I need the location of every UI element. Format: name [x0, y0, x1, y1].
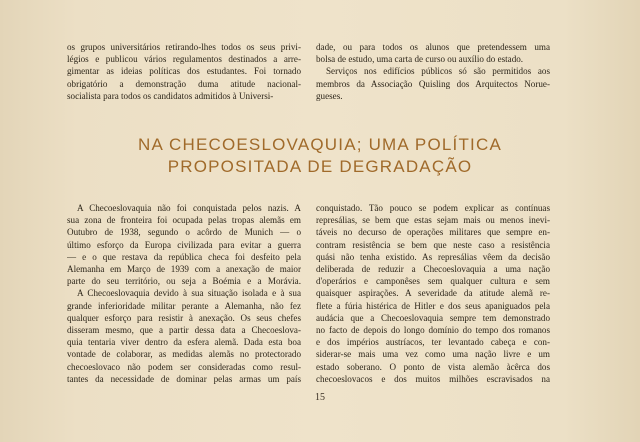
text-line: grande inferioridade militar perante a Alemanha, não fez	[67, 300, 301, 311]
text-line: quási não tenha existido. As represálias vêem da decisão	[316, 251, 550, 262]
heading-line-1: NA CHECOESLOVAQUIA; UMA POLÍTICA	[138, 135, 502, 154]
text-line: parte do seu território, ou seja a Boémia e a Morávia.	[67, 276, 301, 287]
top-right-column	[316, 41, 550, 102]
text-line: gueses.	[316, 90, 343, 101]
text-line: represálias, se bem que estas sejam mais ou menos inevi-	[316, 215, 550, 226]
text-line: Serviços nos edifícios públicos só são permitidos aos	[326, 66, 550, 77]
text-line: gimentar as ideias políticas dos estudantes. Foi tornado	[67, 66, 301, 77]
text-line: táveis no decurso de operações militares que sempre en-	[316, 227, 550, 238]
text-line: qualquer esforço para resistir à anexação. Os seus chefes	[67, 312, 301, 323]
text-line: A Checoeslovaquia devido à sua situação isolada e à sua	[77, 288, 301, 299]
text-line: vontade de colaborar, as medidas alemãs no protectorado	[67, 349, 301, 360]
text-line: socialista para todos os candidatos admitidos à Universi-	[67, 90, 274, 101]
text-line: dade, ou para todos os alunos que pretendessem uma	[316, 42, 550, 52]
section-heading	[60, 134, 580, 178]
text-line: — e o que restava da república checa foi desfeito pela	[67, 251, 301, 262]
text-line: quia tentaria viver dentro da esfera alemã. Dada esta boa	[67, 337, 301, 348]
text-line: último esforço da Europa civilizada para evitar a guerra	[67, 239, 301, 250]
text-line: contram resistência se bem que neste caso a resistência	[316, 239, 550, 250]
text-line: siderar-se mais uma vez como uma nação livre e um	[316, 349, 550, 360]
text-line: conquistado. Tão pouco se podem explicar as contínuas	[316, 203, 550, 213]
bottom-right-column	[316, 202, 550, 385]
text-line: disseram mesmo, que a partir dessa data a Checoeslova-	[67, 325, 301, 336]
page-number: 15	[315, 392, 325, 403]
text-line: audácia que a Checoeslovaquia sempre tem demonstrado	[316, 312, 550, 323]
text-line: estado soberano. O ponto de vista alemão àcêrca dos	[316, 361, 550, 372]
text-line: A Checoeslovaquia não foi conquistada pelos nazis. A	[77, 203, 301, 213]
text-line: checoeslovacos e dos muitos milhões escravisados na	[316, 373, 550, 384]
text-line: d'operários e camponêses sem qualquer cultura e sem	[316, 276, 550, 287]
bottom-left-column	[67, 202, 301, 385]
text-line: quaisquer aspirações. A severidade da atitude alemã re-	[316, 288, 550, 299]
text-line: obrigatório a demonstração duma atitude nacional-	[67, 78, 301, 89]
top-left-column	[67, 41, 301, 102]
text-line: Alemanha em Março de 1939 com a anexação de maior	[67, 264, 301, 275]
text-line: membros da Associação Quisling dos Arquitectos Norue-	[316, 78, 550, 89]
heading-line-2: PROPOSITADA DE DEGRADAÇÃO	[167, 157, 473, 176]
text-line: deliberada de reduzir a Checoeslovaquia a uma nação	[316, 264, 550, 275]
text-line: bolsa de estudo, uma carta de curso ou auxílio do estado.	[316, 54, 524, 65]
text-line: légios e publicou vários regulamentos destinados a arre-	[67, 54, 301, 65]
text-line: sua zona de fronteira foi ocupada pelas tropas alemãs em	[67, 215, 301, 226]
text-line: e dos impérios austríacos, ter levantado cabeça e con-	[316, 337, 550, 348]
text-line: flete a fúria histérica de Hitler e dos seus apaniguados pela	[316, 300, 550, 311]
text-line: no facto de depois do longo domínio do tempo dos romanos	[316, 325, 550, 336]
text-line: tantes da necessidade de dominar pelas armas um país	[67, 373, 301, 384]
text-line: os grupos universitários retirando-lhes todos os seus privi-	[67, 42, 301, 52]
text-line: checoeslovaco não podem ser consideradas como resul-	[67, 361, 301, 372]
text-line: Outubro de 1938, segundo o acôrdo de Munich — o	[67, 227, 301, 238]
